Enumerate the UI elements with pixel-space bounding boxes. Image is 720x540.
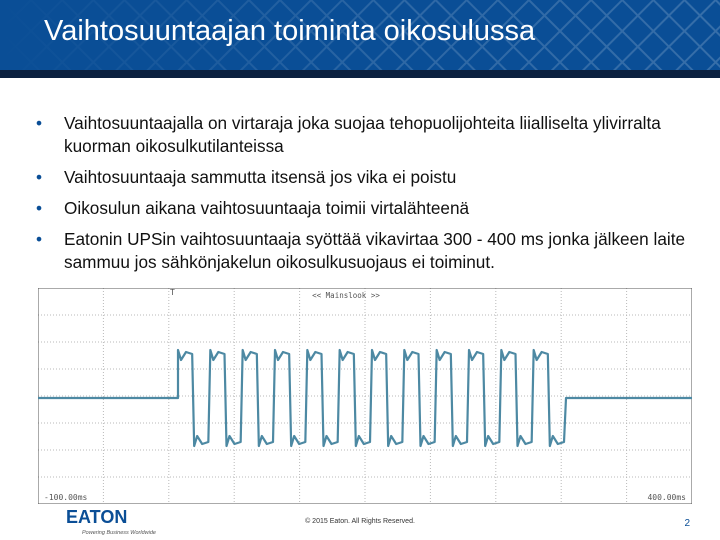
eaton-tagline: Powering Business Worldwide	[82, 530, 156, 536]
bullet-text: Oikosulun aikana vaihtosuuntaaja toimii virtalähteenä	[64, 198, 470, 218]
oscilloscope-capture	[38, 288, 692, 504]
bullet-item	[36, 197, 696, 220]
bullet-text: Vaihtosuuntaaja sammutta itsensä jos vika ei poistu	[64, 167, 457, 187]
eaton-logo-text: EATON	[66, 507, 128, 527]
title-underline	[0, 70, 720, 78]
bullet-dot-icon: •	[36, 113, 43, 133]
bullet-dot-icon: •	[36, 167, 43, 187]
copyright-notice: © 2015 Eaton. All Rights Reserved.	[305, 518, 415, 525]
bullet-dot-icon: •	[36, 229, 43, 249]
title-banner	[0, 0, 720, 70]
slide-title: Vaihtosuuntaajan toiminta oikosulussa	[44, 15, 536, 47]
bullet-item	[36, 166, 696, 189]
bullet-text: Vaihtosuuntaajalla on virtaraja joka suojaa tehopuolijohteita liialliselta ylivirralta kuorman oikosulkutilanteissa	[64, 113, 661, 156]
bullet-item	[36, 228, 696, 274]
scope-top-label: << Mainslook >>	[312, 291, 380, 300]
trigger-marker: T	[170, 288, 175, 297]
bullet-text: Eatonin UPSin vaihtosuuntaaja syöttää vikavirtaa 300 - 400 ms jonka jälkeen laite sammuu jos sähkönjakelun oikosulkusuojaus ei toiminut.	[64, 229, 686, 272]
scope-left-value: -100.00ms	[44, 493, 88, 502]
bullet-list	[36, 112, 696, 282]
bullet-dot-icon: •	[36, 198, 43, 218]
page-number: 2	[684, 518, 690, 529]
scope-right-value: 400.00ms	[647, 493, 686, 502]
bullet-item	[36, 112, 696, 158]
